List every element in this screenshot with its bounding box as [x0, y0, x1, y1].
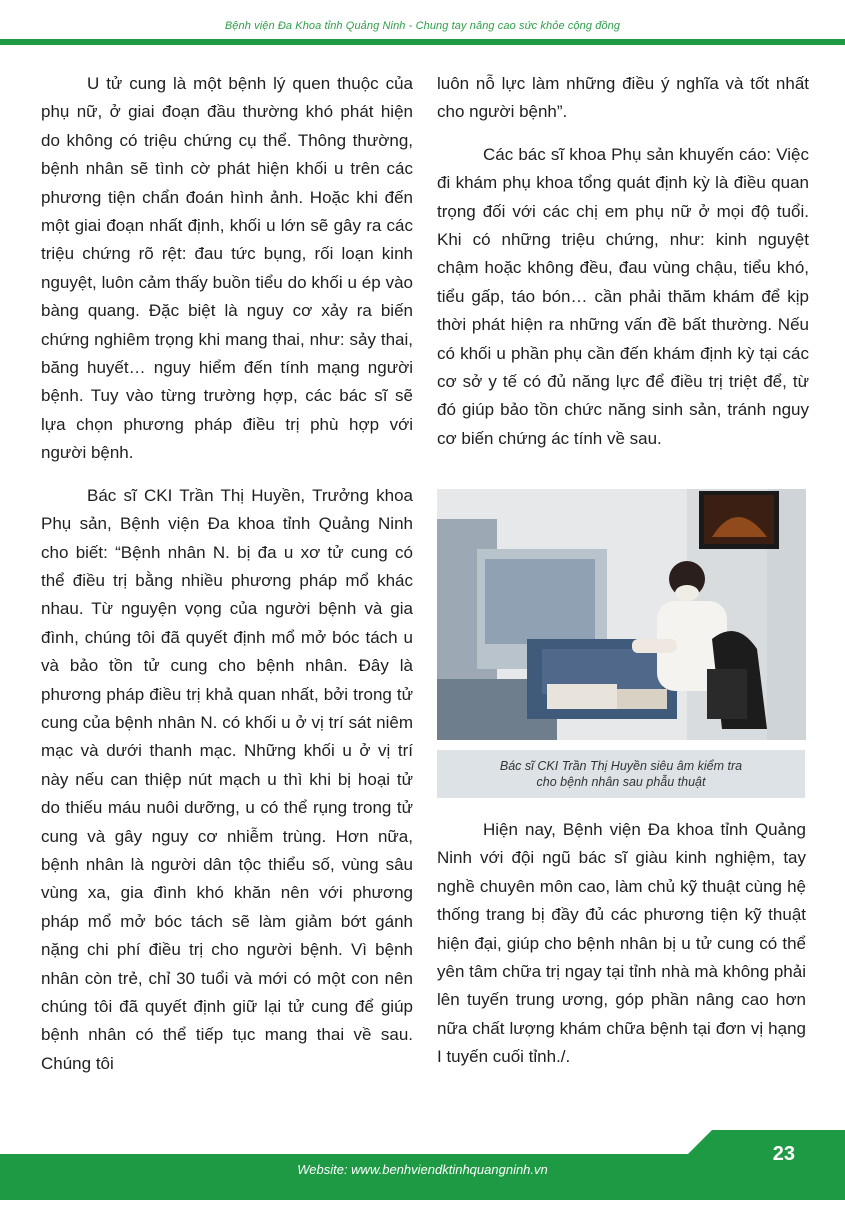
left-paragraph-2: Bác sĩ CKI Trần Thị Huyền, Trưởng khoa Phụ sản, Bệnh viện Đa khoa tỉnh Quảng Ninh cho biết: “Bệnh nhân N. bị đa u xơ tử cung có thể điều trị bằng nhiều phương pháp mổ khác nhau. Từ nguyện vọng của người bệnh và gia đình, chúng tôi đã quyết định mổ mở bóc tách u và bảo tồn tử cung cho bệnh nhân. Đây là phương pháp điều trị khả quan nhất, bởi trong tử cung của bệnh nhân N. có khối u ở vị trí sát niêm mạc và dưới thanh mạc. Những khối u ở vị trí này nếu can thiệp nút mạch u thì khi bị hoại tử do thiếu máu nuôi dưỡng, u có thể rụng trong tử cung và gây nguy cơ nhiễm trùng. Hơn nữa, bệnh nhân là người dân tộc thiểu số, vùng sâu vùng xa, gia đình khó khăn nên với phương pháp mổ mở bóc tách sẽ làm giảm bớt gánh nặng chi phí điều trị cho người bệnh. Vì bệnh nhân còn trẻ, chỉ 30 tuổi và mới có một con nên chúng tôi đã quyết định giữ lại tử cung để giúp bệnh nhân có thể tiếp tục mang thai về sau. Chúng tôi	[41, 485, 413, 1073]
photo-caption	[437, 750, 805, 798]
header-title: Bệnh viện Đa Khoa tỉnh Quảng Ninh - Chung tay nâng cao sức khỏe cộng đồng	[224, 20, 621, 32]
right-paragraph-1: luôn nỗ lực làm những điều ý nghĩa và tốt nhất cho người bệnh”.	[437, 74, 809, 122]
page-header	[0, 0, 845, 44]
ultrasound-photo	[437, 489, 806, 740]
left-paragraph-1: U tử cung là một bệnh lý quen thuộc của phụ nữ, ở giai đoạn đầu thường khó phát hiện do không có triệu chứng cụ thể. Thông thường, bệnh nhân sẽ tình cờ phát hiện khối u trên các phương tiện chẩn đoán hình ảnh. Hoặc khi đến một giai đoạn nhất định, khối u lớn sẽ gây ra các triệu chứng rõ rệt: đau tức bụng, rối loạn kinh nguyệt, luôn cảm thấy buồn tiểu do khối u ép vào bàng quang. Đặc biệt là nguy cơ xảy ra biến chứng nghiêm trọng khi mang thai, như: sảy thai, băng huyết… nguy hiểm đến tính mạng người bệnh. Tuy vào từng trường hợp, các bác sĩ sẽ lựa chọn phương pháp điều trị phù hợp với người bệnh.	[41, 74, 413, 463]
right-paragraph-3: Hiện nay, Bệnh viện Đa khoa tỉnh Quảng Ninh với đội ngũ bác sĩ giàu kinh nghiệm, tay nghề chuyên môn cao, làm chủ kỹ thuật cùng hệ thống trang bị đầy đủ các phương tiện kỹ thuật hiện đại, giúp cho bệnh nhân bị u tử cung có thể yên tâm chữa trị ngay tại tỉnh nhà mà không phải lên tuyến trung ương, góp phần nâng cao hơn nữa chất lượng khám chữa bệnh tại đơn vị hạng I tuyến cuối tỉnh./.	[437, 820, 806, 1067]
right-paragraph-2: Các bác sĩ khoa Phụ sản khuyến cáo: Việc đi khám phụ khoa tổng quát định kỳ là điều quan trọng đối với các chị em phụ nữ ở mọi độ tuổi. Khi có những triệu chứng, như: kinh nguyệt chậm hoặc không đều, đau vùng chậu, tiểu khó, tiểu gấp, táo bón… cần phải thăm khám để kịp thời phát hiện ra những vấn đề bất thường. Nếu có khối u phần phụ cần đến khám định kỳ tại các cơ sở y tế có đủ năng lực để điều trị triệt để, từ đó giúp bảo tồn chức năng sinh sản, tránh nguy cơ biến chứng ác tính về sau.	[437, 144, 809, 448]
page-number: 23	[772, 1143, 795, 1165]
right-column-top	[437, 70, 809, 453]
header-rule	[0, 39, 845, 45]
right-column-bottom	[437, 816, 806, 1072]
caption-line-1: Bác sĩ CKI Trần Thị Huyền siêu âm kiểm tra	[499, 759, 743, 773]
footer-website: Website: www.benhviendktinhquangninh.vn	[297, 1162, 548, 1177]
left-column	[41, 70, 413, 1078]
caption-line-2: cho bệnh nhân sau phẫu thuật	[536, 775, 706, 789]
